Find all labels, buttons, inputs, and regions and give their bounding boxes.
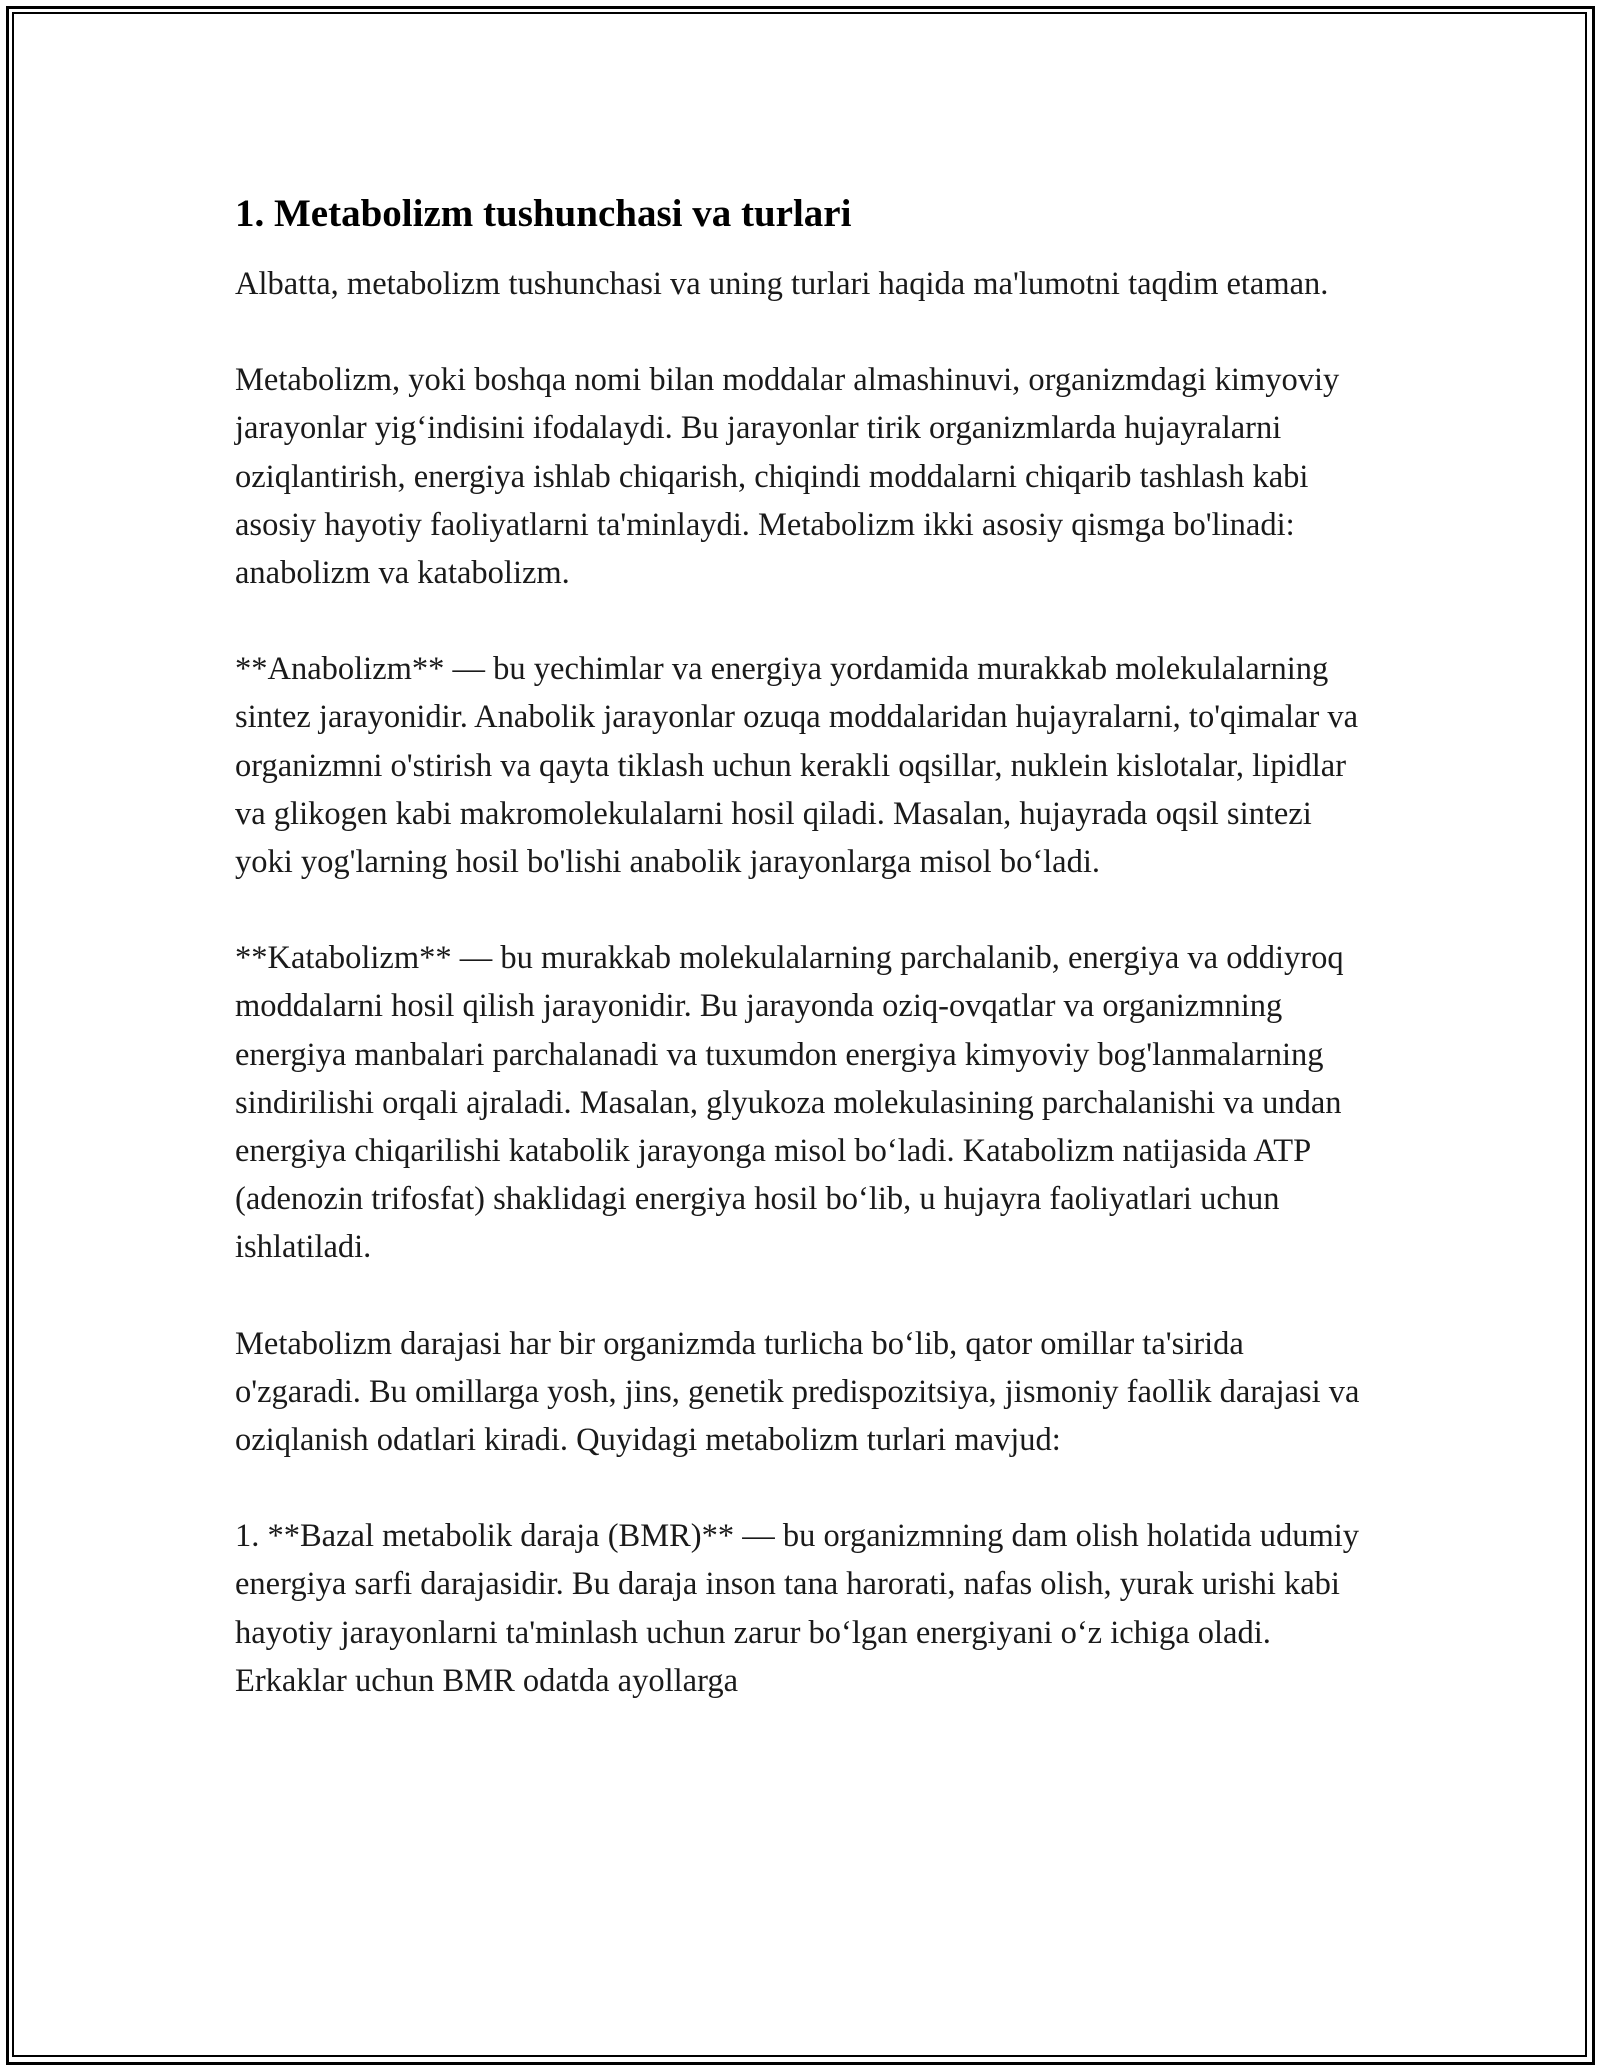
paragraph-metabolic-rate-factors: Metabolizm darajasi har bir organizmda turlicha bo‘lib, qator omillar ta'sirida o'zgaradi. Bu omillarga yosh, jins, genetik predispozitsiya, jismoniy faollik darajasi va oziqlanish odatlari kiradi. Quyidagi metabolizm turlari mavjud: [235, 1325, 1360, 1459]
paragraph-catabolism: **Katabolizm** — bu murakkab molekulalarning parchalanib, energiya va oddiyroq moddalarni hosil qilish jarayonidir. Bu jarayonda oziq-ovqatlar va organizmning energiya manbalari parchalanadi va tuxumdon energiya kimyoviy bog'lanmalarning sindirilishi orqali ajraladi. Masalan, glyukoza molekulasining parchalanishi va undan energiya chiqarilishi katabolik jarayonga misol bo‘ladi. Katabolizm natijasida ATP (adenozin trifosfat) shaklidagi energiya hosil bo‘lib, u hujayra faoliyatlari uchun ishlatiladi. [235, 940, 1344, 1266]
paragraph-metabolism-definition: Metabolizm, yoki boshqa nomi bilan moddalar almashinuvi, organizmdagi kimyoviy jarayonlar yig‘indisini ifodalaydi. Bu jarayonlar tirik organizmlarda hujayralarni oziqlantirish, energiya ishlab chiqarish, chiqindi moddalarni chiqarib tashlash kabi asosiy hayotiy faoliyatlarni ta'minlaydi. Metabolizm ikki asosiy qismga bo'linadi: anabolizm va katabolizm. [235, 362, 1340, 592]
section-heading: 1. Metabolizm tushunchasi va turlari [235, 192, 852, 235]
paragraph-intro: Albatta, metabolizm tushunchasi va uning turlari haqida ma'lumotni taqdim etaman. [235, 266, 1329, 302]
paragraph-bmr: 1. **Bazal metabolik daraja (BMR)** — bu organizmning dam olish holatida udumiy energiya sarfi darajasidir. Bu daraja inson tana harorati, nafas olish, yurak urishi kabi hayotiy jarayonlarni ta'minlash uchun zarur bo‘lgan energiyani o‘z ichiga oladi. Erkaklar uchun BMR odatda ayollarga [235, 1518, 1360, 1699]
document-body [235, 186, 1375, 1753]
paragraph-anabolism: **Anabolizm** — bu yechimlar va energiya yordamida murakkab molekulalarning sintez jarayonidir. Anabolik jarayonlar ozuqa moddalaridan hujayralarni, to'qimalar va organizmni o'stirish va qayta tiklash uchun kerakli oqsillar, nuklein kislotalar, lipidlar va glikogen kabi makromolekulalarni hosil qiladi. Masalan, hujayrada oqsil sintezi yoki yog'larning hosil bo'lishi anabolik jarayonlarga misol bo‘ladi. [235, 651, 1359, 881]
